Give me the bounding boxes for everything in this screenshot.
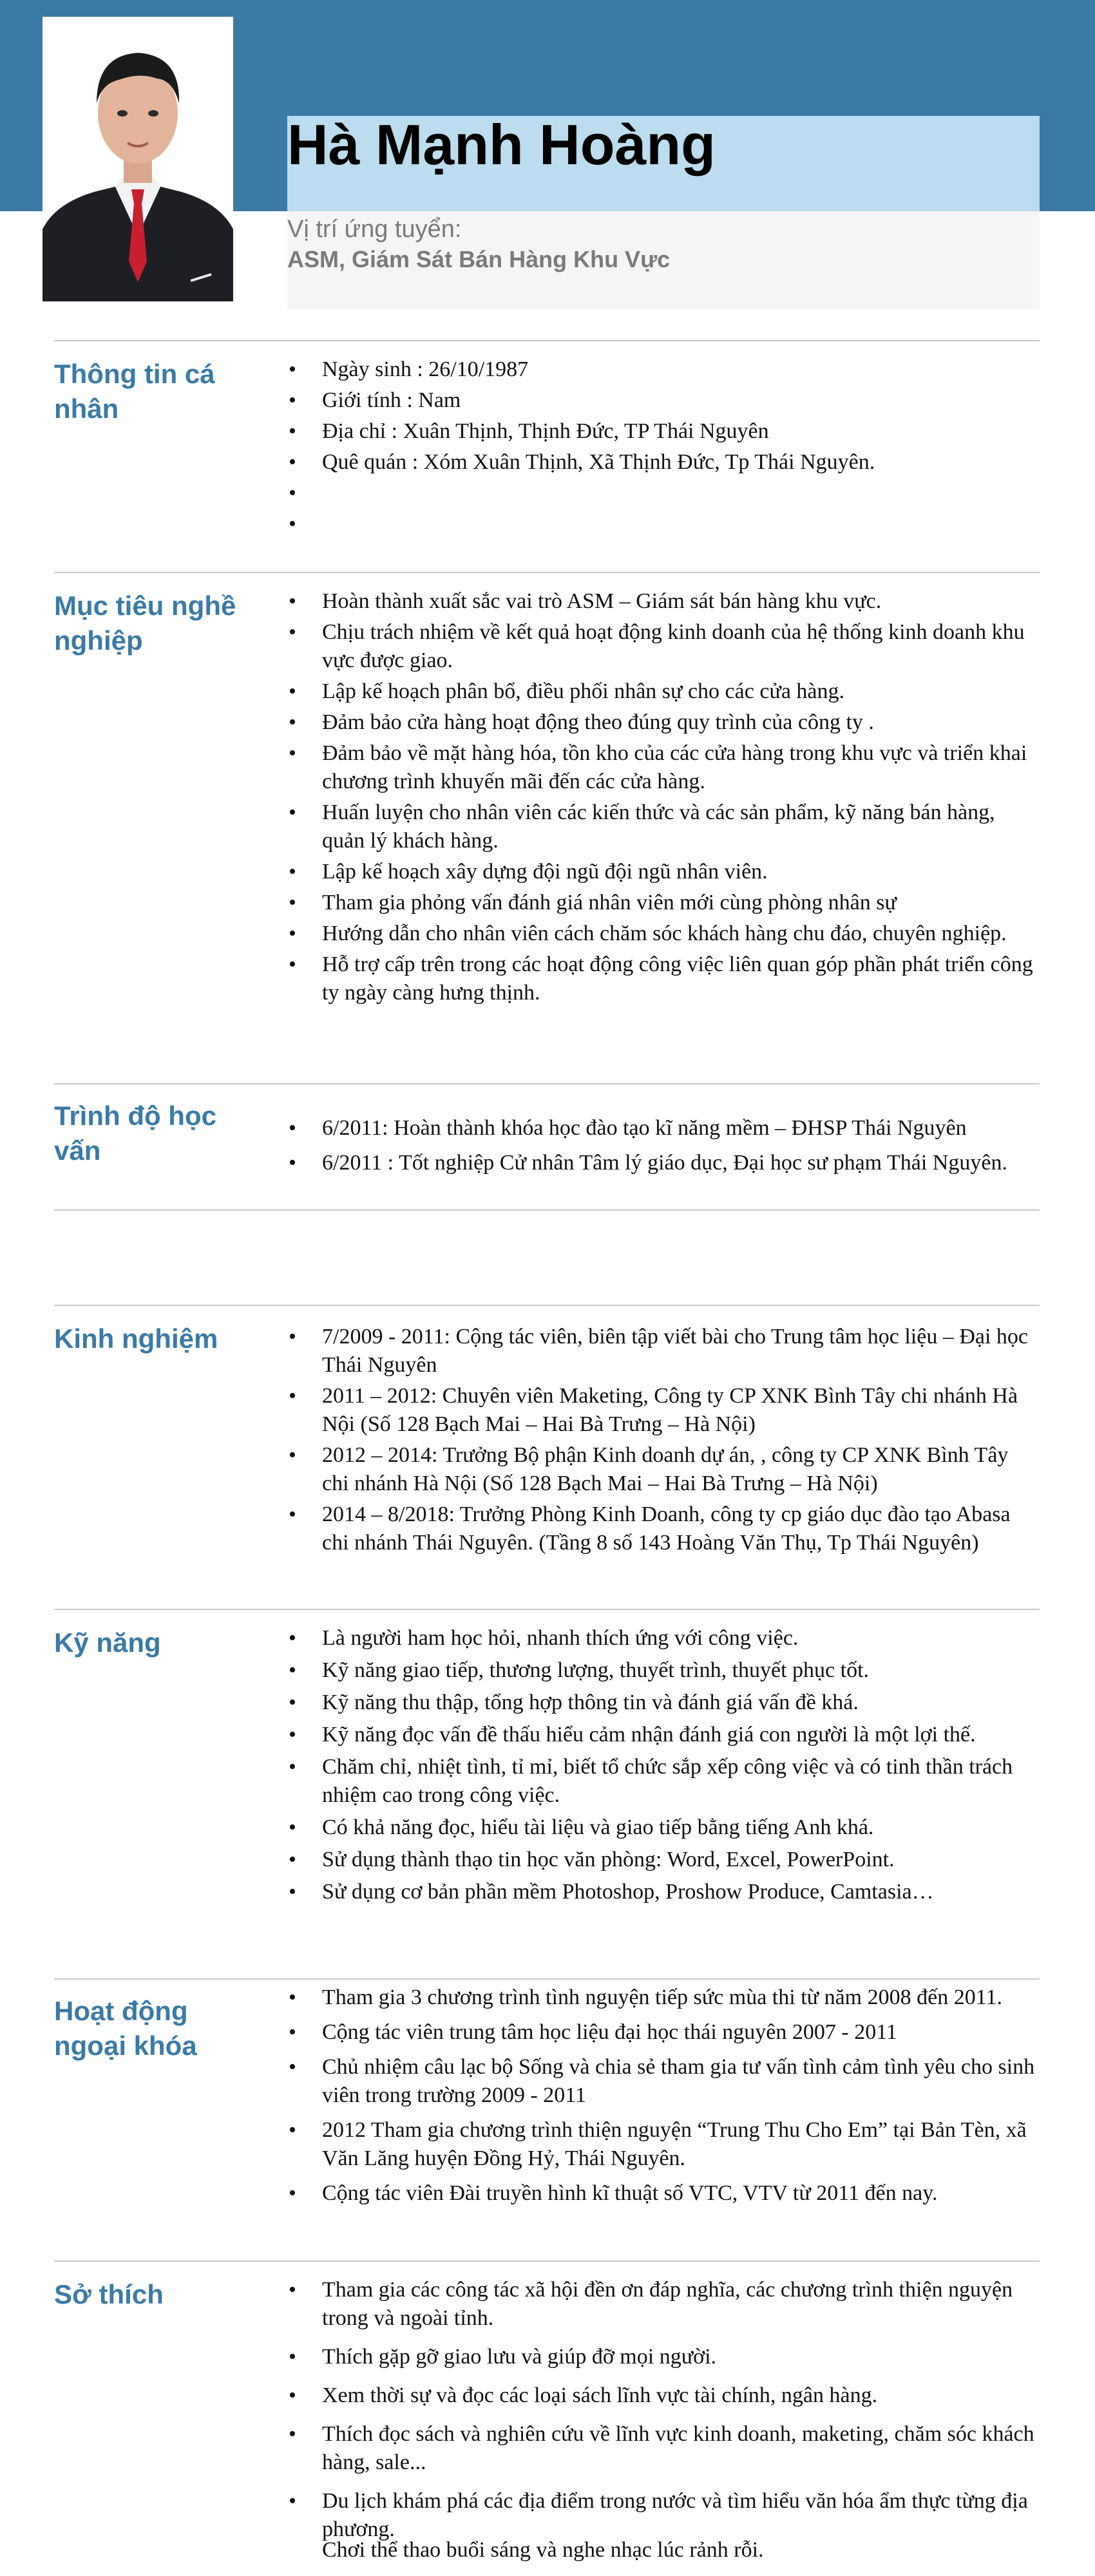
list-item (289, 889, 1037, 917)
bullet-icon: • (289, 512, 296, 536)
list-item (289, 677, 1037, 706)
list-item-text: Hoàn thành xuất sắc vai trò ASM – Giám sát bán hàng khu vực. (322, 589, 882, 613)
profile-photo (43, 17, 233, 301)
list-item-text: 2012 Tham gia chương trình thiện nguyện “Trung Thu Cho Em” tại Bản Tèn, xã Văn Lăng huyện Đồng Hỷ, Thái Nguyên. (322, 2118, 1027, 2170)
list-item-text: Đảm bảo cửa hàng hoạt động theo đúng quy trình của công ty . (322, 710, 874, 734)
list-item (289, 2116, 1037, 2173)
divider (54, 572, 1040, 573)
section-title-experience: Kinh nghiệm (54, 1323, 218, 1354)
bullet-icon: • (289, 2345, 296, 2369)
bullet-icon: • (289, 450, 296, 474)
list-item (289, 2018, 1037, 2047)
divider (54, 2260, 1040, 2262)
list-item (289, 618, 1037, 675)
section-title-hobbies: Sở thích (54, 2279, 164, 2309)
list-item (289, 1984, 1037, 2012)
list-item-text: 2012 – 2014: Trưởng Bộ phận Kinh doanh dự án, , công ty CP XNK Bình Tây chi nhánh Hà Nội (Số 128 Bạch Mai – Hai Bà Trưng – Hà Nội) (322, 1443, 1009, 1495)
bullet-icon: • (289, 922, 296, 945)
list-item-text: Giới tính : Nam (322, 388, 461, 412)
bullet-icon: • (289, 2422, 296, 2446)
list-item-text: Du lịch khám phá các địa điểm trong nước và tìm hiểu văn hóa ẩm thực từng địa phương. (322, 2489, 1028, 2541)
objective-list (289, 587, 1037, 1010)
bullet-icon: • (289, 741, 296, 765)
bullet-icon: • (289, 357, 296, 381)
list-item (289, 587, 1037, 616)
list-item (289, 417, 1037, 446)
list-item (289, 799, 1037, 855)
list-item-text: Sử dụng thành thạo tin học văn phòng: Word, Excel, PowerPoint. (322, 1848, 895, 1871)
hobbies-list (289, 2276, 1037, 2554)
list-item-text: Hỗ trợ cấp trên trong các hoạt động công việc liên quan góp phần phát triển công ty ngày càng hưng thịnh. (322, 952, 1033, 1005)
extracurricular-list (289, 1984, 1037, 2214)
bullet-icon: • (289, 1658, 296, 1682)
bullet-icon: • (289, 860, 296, 884)
list-item-text: Có khả năng đọc, hiểu tài liệu và giao tiếp bằng tiếng Anh khá. (322, 1815, 874, 1839)
list-item-text: 6/2011 : Tốt nghiệp Cử nhân Tâm lý giáo dục, Đại học sư phạm Thái Nguyên. (322, 1151, 1007, 1175)
list-item (289, 2276, 1037, 2333)
bullet-icon: • (289, 1755, 296, 1779)
divider (54, 1978, 1040, 1980)
hobby-extra-line: Chơi thể thao buổi sáng và nghe nhạc lúc rảnh rỗi. (322, 2538, 764, 2562)
list-item (289, 2179, 1037, 2208)
list-item (289, 951, 1037, 1007)
list-item (289, 448, 1037, 477)
bullet-icon: • (289, 620, 296, 644)
bullet-icon: • (289, 2383, 296, 2407)
candidate-name: Hà Mạnh Hoàng (287, 113, 716, 176)
list-item-text: Tham gia 3 chương trình tình nguyện tiếp sức mùa thi từ năm 2008 đến 2011. (322, 1985, 1002, 2009)
bullet-icon: • (289, 2278, 296, 2302)
bullet-icon: • (289, 1443, 296, 1467)
list-item-text: Thích gặp gỡ giao lưu và giúp đỡ mọi người. (322, 2345, 717, 2369)
list-item-text: Cộng tác viên trung tâm học liệu đại học thái nguyên 2007 - 2011 (322, 2020, 897, 2044)
list-item (289, 858, 1037, 886)
list-item (289, 708, 1037, 737)
list-item-text: Quê quán : Xóm Xuân Thịnh, Xã Thịnh Đức, Tp Thái Nguyên. (322, 450, 875, 474)
bullet-icon: • (289, 1690, 296, 1714)
bullet-icon: • (289, 2020, 296, 2044)
bullet-icon: • (289, 1985, 296, 2009)
bullet-icon: • (289, 2489, 296, 2513)
list-item-text: Thích đọc sách và nghiên cứu về lĩnh vực kinh doanh, maketing, chăm sóc khách hàng, sale... (322, 2422, 1034, 2474)
list-item-text: Chăm chỉ, nhiệt tình, tỉ mỉ, biết tổ chức sắp xếp công việc và có tinh thần trách nhiệm cao trong công việc. (322, 1755, 1013, 1807)
list-item-text: Địa chỉ : Xuân Thịnh, Thịnh Đức, TP Thái Nguyên (322, 419, 769, 443)
bullet-icon: • (289, 679, 296, 703)
list-item (289, 1441, 1037, 1498)
bullet-icon: • (289, 891, 296, 914)
list-item (289, 2420, 1037, 2477)
section-title-objective: Mục tiêu nghề nghiệp (54, 591, 236, 656)
list-item (289, 1689, 1037, 1717)
bullet-icon: • (289, 1384, 296, 1408)
list-item (289, 386, 1037, 415)
list-item-text: Chịu trách nhiệm về kết quả hoạt động kinh doanh của hệ thống kinh doanh khu vực được giao. (322, 620, 1025, 672)
list-item-text: Lập kế hoạch phân bổ, điều phối nhân sự cho các cửa hàng. (322, 679, 845, 703)
list-item-text: 7/2009 - 2011: Cộng tác viên, biên tập viết bài cho Trung tâm học liệu – Đại học Thái Nguyên (322, 1325, 1029, 1377)
bullet-icon: • (289, 1723, 296, 1747)
list-item (289, 479, 1037, 507)
list-item-text: Kỹ năng giao tiếp, thương lượng, thuyết trình, thuyết phục tốt. (322, 1658, 870, 1682)
bullet-icon: • (289, 2055, 296, 2079)
list-item (289, 355, 1037, 384)
list-item (289, 510, 1037, 538)
list-item-text: Tham gia các công tác xã hội đền ơn đáp nghĩa, các chương trình thiện nguyện trong và ngoài tỉnh. (322, 2278, 1013, 2330)
list-item (289, 1656, 1037, 1685)
divider (54, 340, 1040, 341)
list-item-text: Chủ nhiệm câu lạc bộ Sống và chia sẻ tham gia tư vấn tình cảm tình yêu cho sinh viên trong trường 2009 - 2011 (322, 2055, 1035, 2107)
list-item (289, 1814, 1037, 1842)
list-item (289, 920, 1037, 948)
list-item (289, 1753, 1037, 1810)
list-item (289, 2487, 1037, 2544)
bullet-icon: • (289, 1626, 296, 1650)
position-value: ASM, Giám Sát Bán Hàng Khu Vực (287, 246, 671, 272)
bullet-icon: • (289, 1116, 296, 1140)
list-item (289, 1323, 1037, 1379)
portrait-image (43, 17, 233, 301)
list-item (289, 1624, 1037, 1653)
list-item-text: Tham gia phỏng vấn đánh giá nhân viên mới cùng phòng nhân sự (322, 891, 897, 914)
list-item (289, 1721, 1037, 1749)
section-title-education: Trình độ học vấn (54, 1101, 216, 1166)
bullet-icon: • (289, 589, 296, 613)
list-item-text: 2011 – 2012: Chuyên viên Maketing, Công ty CP XNK Bình Tây chi nhánh Hà Nội (Số 128 Bạch Mai – Hai Bà Trưng – Hà Nội) (322, 1384, 1018, 1436)
experience-list (289, 1323, 1037, 1560)
list-item (289, 1501, 1037, 1557)
list-item-text: Cộng tác viên Đài truyền hình kĩ thuật số VTC, VTV từ 2011 đến nay. (322, 2181, 938, 2205)
list-item-text: Huấn luyện cho nhân viên các kiến thức và các sản phẩm, kỹ năng bán hàng, quản lý khách hàng. (322, 800, 995, 853)
divider (54, 1083, 1040, 1084)
list-item-text: 2014 – 8/2018: Trưởng Phòng Kinh Doanh, công ty cp giáo dục đào tạo Abasa chi nhánh Thái Nguyên. (Tầng 8 số 143 Hoàng Văn Thụ, Tp Thái Nguyên) (322, 1502, 1011, 1555)
bullet-icon: • (289, 1815, 296, 1839)
list-item (289, 1878, 1037, 1906)
education-list (289, 1114, 1037, 1184)
section-title-skills: Kỹ năng (54, 1627, 161, 1658)
list-item-text: Là người ham học hỏi, nhanh thích ứng với công việc. (322, 1626, 799, 1650)
list-item (289, 2382, 1037, 2410)
list-item (289, 1382, 1037, 1439)
section-title-personal: Thông tin cá nhân (54, 359, 215, 424)
list-item-text: Kỹ năng đọc vấn đề thấu hiểu cảm nhận đánh giá con người là một lợi thế. (322, 1723, 976, 1747)
list-item (289, 1114, 1037, 1142)
skills-list (289, 1624, 1037, 1910)
bullet-icon: • (289, 419, 296, 443)
bullet-icon: • (289, 1151, 296, 1175)
list-item-text: Xem thời sự và đọc các loại sách lĩnh vực tài chính, ngân hàng. (322, 2383, 878, 2407)
list-item-text: Kỹ năng thu thập, tổng hợp thông tin và đánh giá vấn đề khá. (322, 1690, 859, 1714)
bullet-icon: • (289, 2181, 296, 2205)
list-item (289, 2343, 1037, 2371)
list-item-text: Ngày sinh : 26/10/1987 (322, 357, 529, 381)
divider (54, 1209, 1040, 1211)
list-item (289, 739, 1037, 796)
list-item-text: Lập kế hoạch xây dựng đội ngũ đội ngũ nhân viên. (322, 860, 768, 884)
list-item (289, 2053, 1037, 2110)
bullet-icon: • (289, 481, 296, 505)
list-item-text: 6/2011: Hoàn thành khóa học đào tạo kĩ năng mềm – ĐHSP Thái Nguyên (322, 1116, 967, 1140)
divider (54, 1609, 1040, 1610)
bullet-icon: • (289, 800, 296, 824)
list-item-text: Sử dụng cơ bản phần mềm Photoshop, Proshow Produce, Camtasia… (322, 1880, 934, 1904)
bullet-icon: • (289, 2118, 296, 2142)
bullet-icon: • (289, 1325, 296, 1349)
list-item (289, 1846, 1037, 1874)
position-label: Vị trí ứng tuyển: (287, 216, 462, 243)
personal-list (289, 355, 1037, 541)
list-item (289, 1149, 1037, 1177)
bullet-icon: • (289, 1848, 296, 1871)
list-item-text: Đảm bảo về mặt hàng hóa, tồn kho của các cửa hàng trong khu vực và triển khai chương trình khuyến mãi đến các cửa hàng. (322, 741, 1027, 793)
divider (54, 1305, 1040, 1306)
bullet-icon: • (289, 710, 296, 734)
bullet-icon: • (289, 388, 296, 412)
list-item-text: Hướng dẫn cho nhân viên cách chăm sóc khách hàng chu đáo, chuyên nghiệp. (322, 922, 1007, 945)
bullet-icon: • (289, 1880, 296, 1904)
bullet-icon: • (289, 1502, 296, 1526)
bullet-icon: • (289, 952, 296, 976)
section-title-extracurricular: Hoạt động ngoại khóa (54, 1996, 197, 2061)
